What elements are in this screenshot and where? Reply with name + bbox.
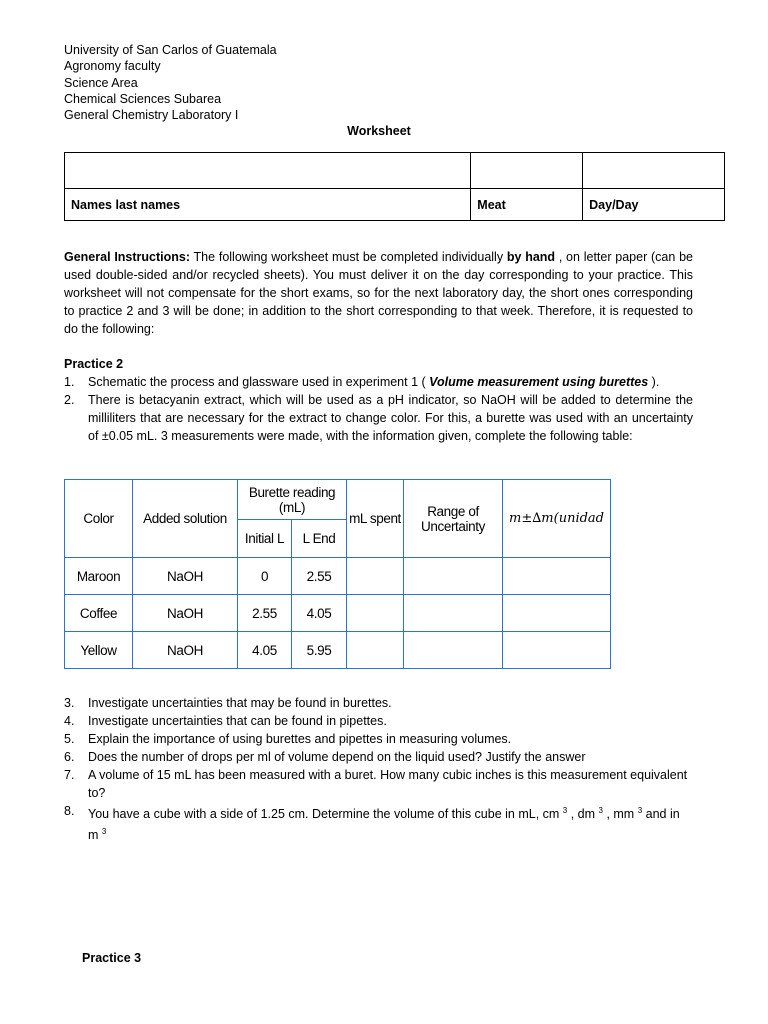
- names-table: [64, 152, 725, 221]
- header-formula: m±∆m(unidad: [503, 480, 611, 558]
- instructions-text: , on letter paper (can be used double-sided and/or recycled sheets). You must deliver it on the day corresponding to your practice. This worksheet will not compensate for the short exams, so for the next laboratory day, the short ones corresponding to practice 2 and 3 will be done; in addition to the short corresponding to that week. Therefore, it is requested to do the following:: [64, 250, 693, 336]
- list-item: 5. Explain the importance of using burettes and pipettes in measuring volumes.: [64, 732, 512, 746]
- day-label: Day/Day: [583, 189, 725, 221]
- practice-3-title: Practice 3: [82, 951, 142, 965]
- practice-2-title: Practice 2: [64, 357, 124, 371]
- name-field[interactable]: [65, 153, 471, 189]
- cell-result[interactable]: [503, 558, 611, 595]
- header-range-uncertainty: Range of Uncertainty: [404, 480, 503, 558]
- page-title: Worksheet: [347, 124, 411, 138]
- header-ml-spent: mL spent: [347, 480, 404, 558]
- header-color: Color: [65, 480, 133, 558]
- cell-solution: NaOH: [133, 558, 238, 595]
- cell-solution: NaOH: [133, 595, 238, 632]
- cell-initial: 4.05: [238, 632, 292, 669]
- cell-color: Coffee: [65, 595, 133, 632]
- practice-2-list: [64, 373, 693, 445]
- cell-solution: NaOH: [133, 632, 238, 669]
- names-label: Names last names: [65, 189, 471, 221]
- meat-field[interactable]: [471, 153, 583, 189]
- cell-range[interactable]: [404, 632, 503, 669]
- header-line: University of San Carlos of Guatemala: [64, 43, 277, 57]
- cell-color: Yellow: [65, 632, 133, 669]
- header-line: General Chemistry Laboratory I: [64, 108, 239, 123]
- cell-color: Maroon: [65, 558, 133, 595]
- meat-label: Meat: [471, 189, 583, 221]
- table-row: [65, 632, 611, 669]
- header-burette-reading: Burette reading (mL): [238, 480, 347, 520]
- instructions-bold: by hand: [506, 250, 556, 264]
- burette-data-table: [64, 479, 611, 669]
- cell-range[interactable]: [404, 595, 503, 632]
- list-item: 2. There is betacyanin extract, which will be used as a pH indicator, so NaOH will be added to determine the milliliters that are necessary for the extract to change color. For this, a burette was used with an uncertainty of ±0.05 mL. 3 measurements were made, with the information given, complete the following table:: [64, 393, 693, 443]
- cell-end: 2.55: [292, 558, 347, 595]
- cell-range[interactable]: [404, 558, 503, 595]
- cell-initial: 2.55: [238, 595, 292, 632]
- header-line: Agronomy faculty: [64, 59, 161, 74]
- list-item: 3. Investigate uncertainties that may be found in burettes.: [64, 696, 392, 710]
- cell-result[interactable]: [503, 632, 611, 669]
- cell-spent[interactable]: [347, 595, 404, 632]
- cell-initial: 0: [238, 558, 292, 595]
- header-initial: Initial L: [238, 520, 292, 558]
- day-field[interactable]: [583, 153, 725, 189]
- cell-end: 4.05: [292, 595, 347, 632]
- header-added-solution: Added solution: [133, 480, 238, 558]
- questions-list: [64, 694, 693, 844]
- header-line: Science Area: [64, 75, 138, 90]
- list-item: 6. Does the number of drops per ml of volume depend on the liquid used? Justify the answer: [64, 750, 586, 764]
- header-block: [64, 42, 277, 123]
- general-instructions: [64, 248, 693, 338]
- instructions-label: General Instructions:: [64, 250, 191, 264]
- list-item: 7. A volume of 15 mL has been measured with a buret. How many cubic inches is this measurement equivalent to?: [64, 768, 688, 800]
- cell-result[interactable]: [503, 595, 611, 632]
- table-row: [65, 558, 611, 595]
- cell-end: 5.95: [292, 632, 347, 669]
- header-line: Chemical Sciences Subarea: [64, 91, 222, 106]
- cell-spent[interactable]: [347, 558, 404, 595]
- list-item: 8. You have a cube with a side of 1.25 cm. Determine the volume of this cube in mL, cm $^3$ , dm $^3$ , mm $^3$ and in m $^3$: [64, 804, 680, 843]
- cell-spent[interactable]: [347, 632, 404, 669]
- instructions-text: The following worksheet must be completed individually: [190, 250, 507, 264]
- list-item: 1. Schematic the process and glassware used in experiment 1 ( Volume measurement using burettes ).: [64, 375, 660, 389]
- list-item: 4. Investigate uncertainties that can be found in pipettes.: [64, 714, 387, 728]
- header-end: L End: [292, 520, 347, 558]
- table-row: [65, 595, 611, 632]
